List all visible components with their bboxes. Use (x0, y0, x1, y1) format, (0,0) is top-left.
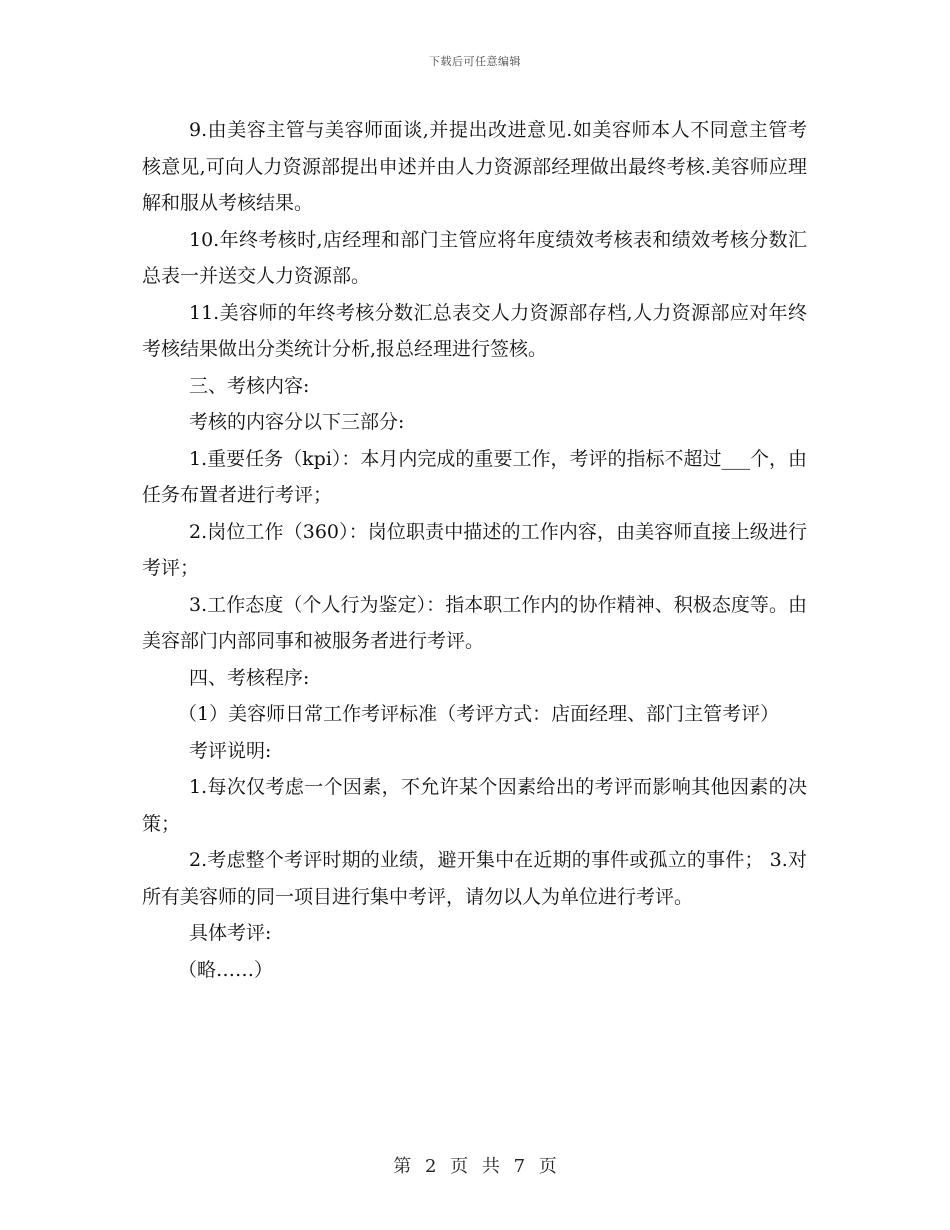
page-footer (0, 1152, 950, 1178)
paragraph-item-9: 9.由美容主管与美容师面谈,并提出改进意见.如美容师本人不同意主管考核意见,可向人力资源部提出申述并由人力资源部经理做出最终考核.美容师应理解和服从考核结果。 (142, 119, 807, 214)
paragraph-note-1: 1.每次仅考虑一个因素，不允许某个因素给出的考评而影响其他因素的决策； (142, 776, 807, 835)
paragraph-item-10: 10.年终考核时,店经理和部门主管应将年度绩效考核表和绩效考核分数汇总表一并送交人力资源部。 (142, 228, 807, 287)
footer-total-prefix: 共 (481, 1156, 500, 1177)
paragraph-specific-title: 具体考评: (189, 922, 272, 944)
paragraph-attitude: 3.工作态度（个人行为鉴定）：指本职工作内的协作精神、积极态度等。由美容部门内部同事和被服务者进行考评。 (142, 593, 807, 652)
paragraph-note-2-3: 2.考虑整个考评时期的业绩，避开集中在近期的事件或孤立的事件； 3.对所有美容师的同一项目进行集中考评，请勿以人为单位进行考评。 (142, 849, 807, 908)
section-heading-procedure: 四、考核程序: (189, 666, 310, 689)
paragraph-evaluation-note-title: 考评说明: (189, 739, 272, 762)
footer-page-number: 2 (424, 1156, 437, 1177)
document-body (142, 112, 807, 988)
paragraph-post-work: 2.岗位工作（360）：岗位职责中描述的工作内容，由美容师直接上级进行考评； (142, 520, 807, 579)
paragraph-omitted: （略……） (178, 958, 274, 981)
section-heading-content: 三、考核内容: (189, 374, 310, 397)
paragraph-kpi: 1.重要任务（kpi）：本月内完成的重要工作，考评的指标不超过___个，由任务布置者进行考评； (142, 447, 807, 506)
page-header: 下载后可任意编辑 (429, 55, 521, 68)
paragraph-item-11: 11.美容师的年终考核分数汇总表交人力资源部存档,人力资源部应对年终考核结果做出分类统计分析,报总经理进行签核。 (142, 301, 807, 360)
paragraph-content-intro: 考核的内容分以下三部分: (189, 411, 405, 433)
footer-total-pages: 7 (513, 1156, 526, 1177)
paragraph-daily-standard: （1）美容师日常工作考评标准（考评方式：店面经理、部门主管考评） (178, 703, 780, 725)
footer-page-unit: 页 (450, 1156, 469, 1177)
footer-total-unit: 页 (538, 1156, 557, 1177)
footer-prefix: 第 (393, 1156, 412, 1177)
